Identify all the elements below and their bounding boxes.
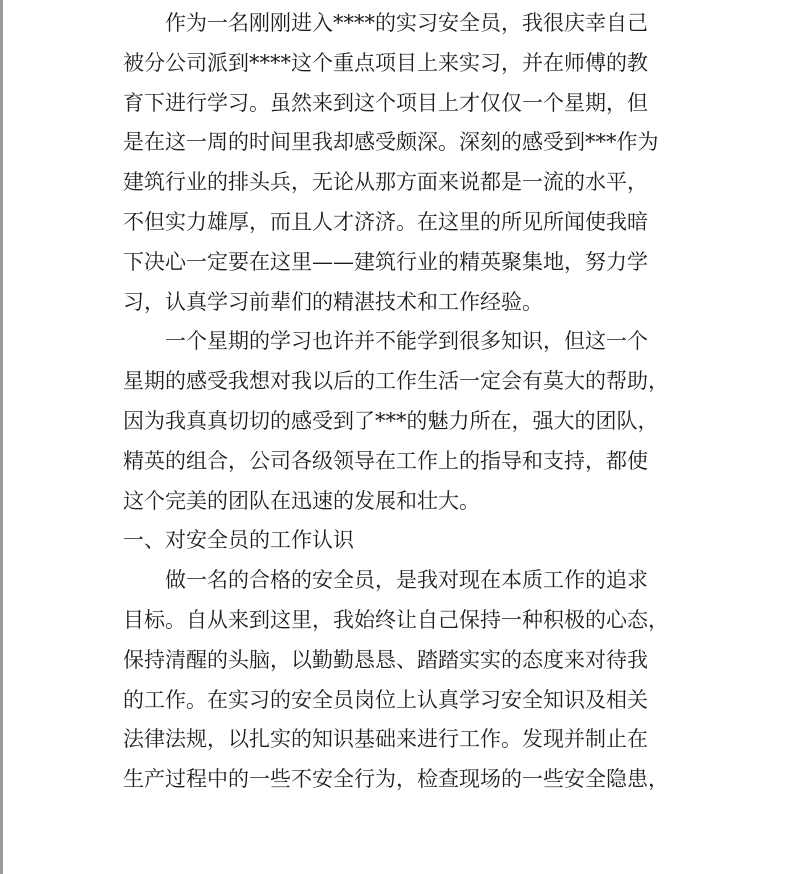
- paragraph-line: 星期的感受我想对我以后的工作生活一定会有莫大的帮助，: [123, 369, 669, 394]
- section-heading: 一、对安全员的工作认识: [123, 528, 354, 553]
- paragraph-line: 法律法规，以扎实的知识基础来进行工作。发现并制止在: [123, 727, 648, 752]
- paragraph-line: 生产过程中的一些不安全行为，检查现场的一些安全隐患，: [123, 767, 669, 792]
- page-left-edge: [0, 0, 3, 874]
- paragraph-line: 是在这一周的时间里我却感受颇深。深刻的感受到***作为: [123, 130, 659, 155]
- paragraph-line: 做一名的合格的安全员，是我对现在本质工作的追求: [165, 568, 648, 593]
- paragraph-line: 的工作。在实习的安全员岗位上认真学习安全知识及相关: [123, 687, 648, 712]
- paragraph-line: 目标。自从来到这里，我始终让自己保持一种积极的心态，: [123, 607, 669, 632]
- paragraph-line: 保持清醒的头脑，以勤勤恳恳、踏踏实实的态度来对待我: [123, 647, 648, 672]
- paragraph-line: 作为一名刚刚进入****的实习安全员，我很庆幸自己: [165, 11, 648, 35]
- paragraph-line: 不但实力雄厚，而且人才济济。在这里的所见所闻使我暗: [123, 209, 648, 234]
- paragraph-line: 习，认真学习前辈们的精湛技术和工作经验。: [123, 289, 543, 314]
- paragraph-line: 一个星期的学习也许并不能学到很多知识，但这一个: [165, 329, 648, 354]
- paragraph-line: 育下进行学习。虽然来到这个项目上才仅仅一个星期，但: [123, 90, 648, 115]
- document-body: [123, 4, 703, 800]
- paragraph-line: 因为我真真切切的感受到了***的魅力所在，强大的团队，: [123, 408, 659, 433]
- paragraph-line: 建筑行业的排头兵，无论从那方面来说都是一流的水平，: [123, 170, 648, 195]
- paragraph-line: 精英的组合，公司各级领导在工作上的指导和支持，都使: [123, 448, 648, 473]
- paragraph-line: 下决心一定要在这里——建筑行业的精英聚集地，努力学: [123, 249, 648, 274]
- paragraph-line: 被分公司派到****这个重点项目上来实习，并在师傅的教: [123, 50, 648, 75]
- paragraph-line: 这个完美的团队在迅速的发展和壮大。: [123, 488, 480, 513]
